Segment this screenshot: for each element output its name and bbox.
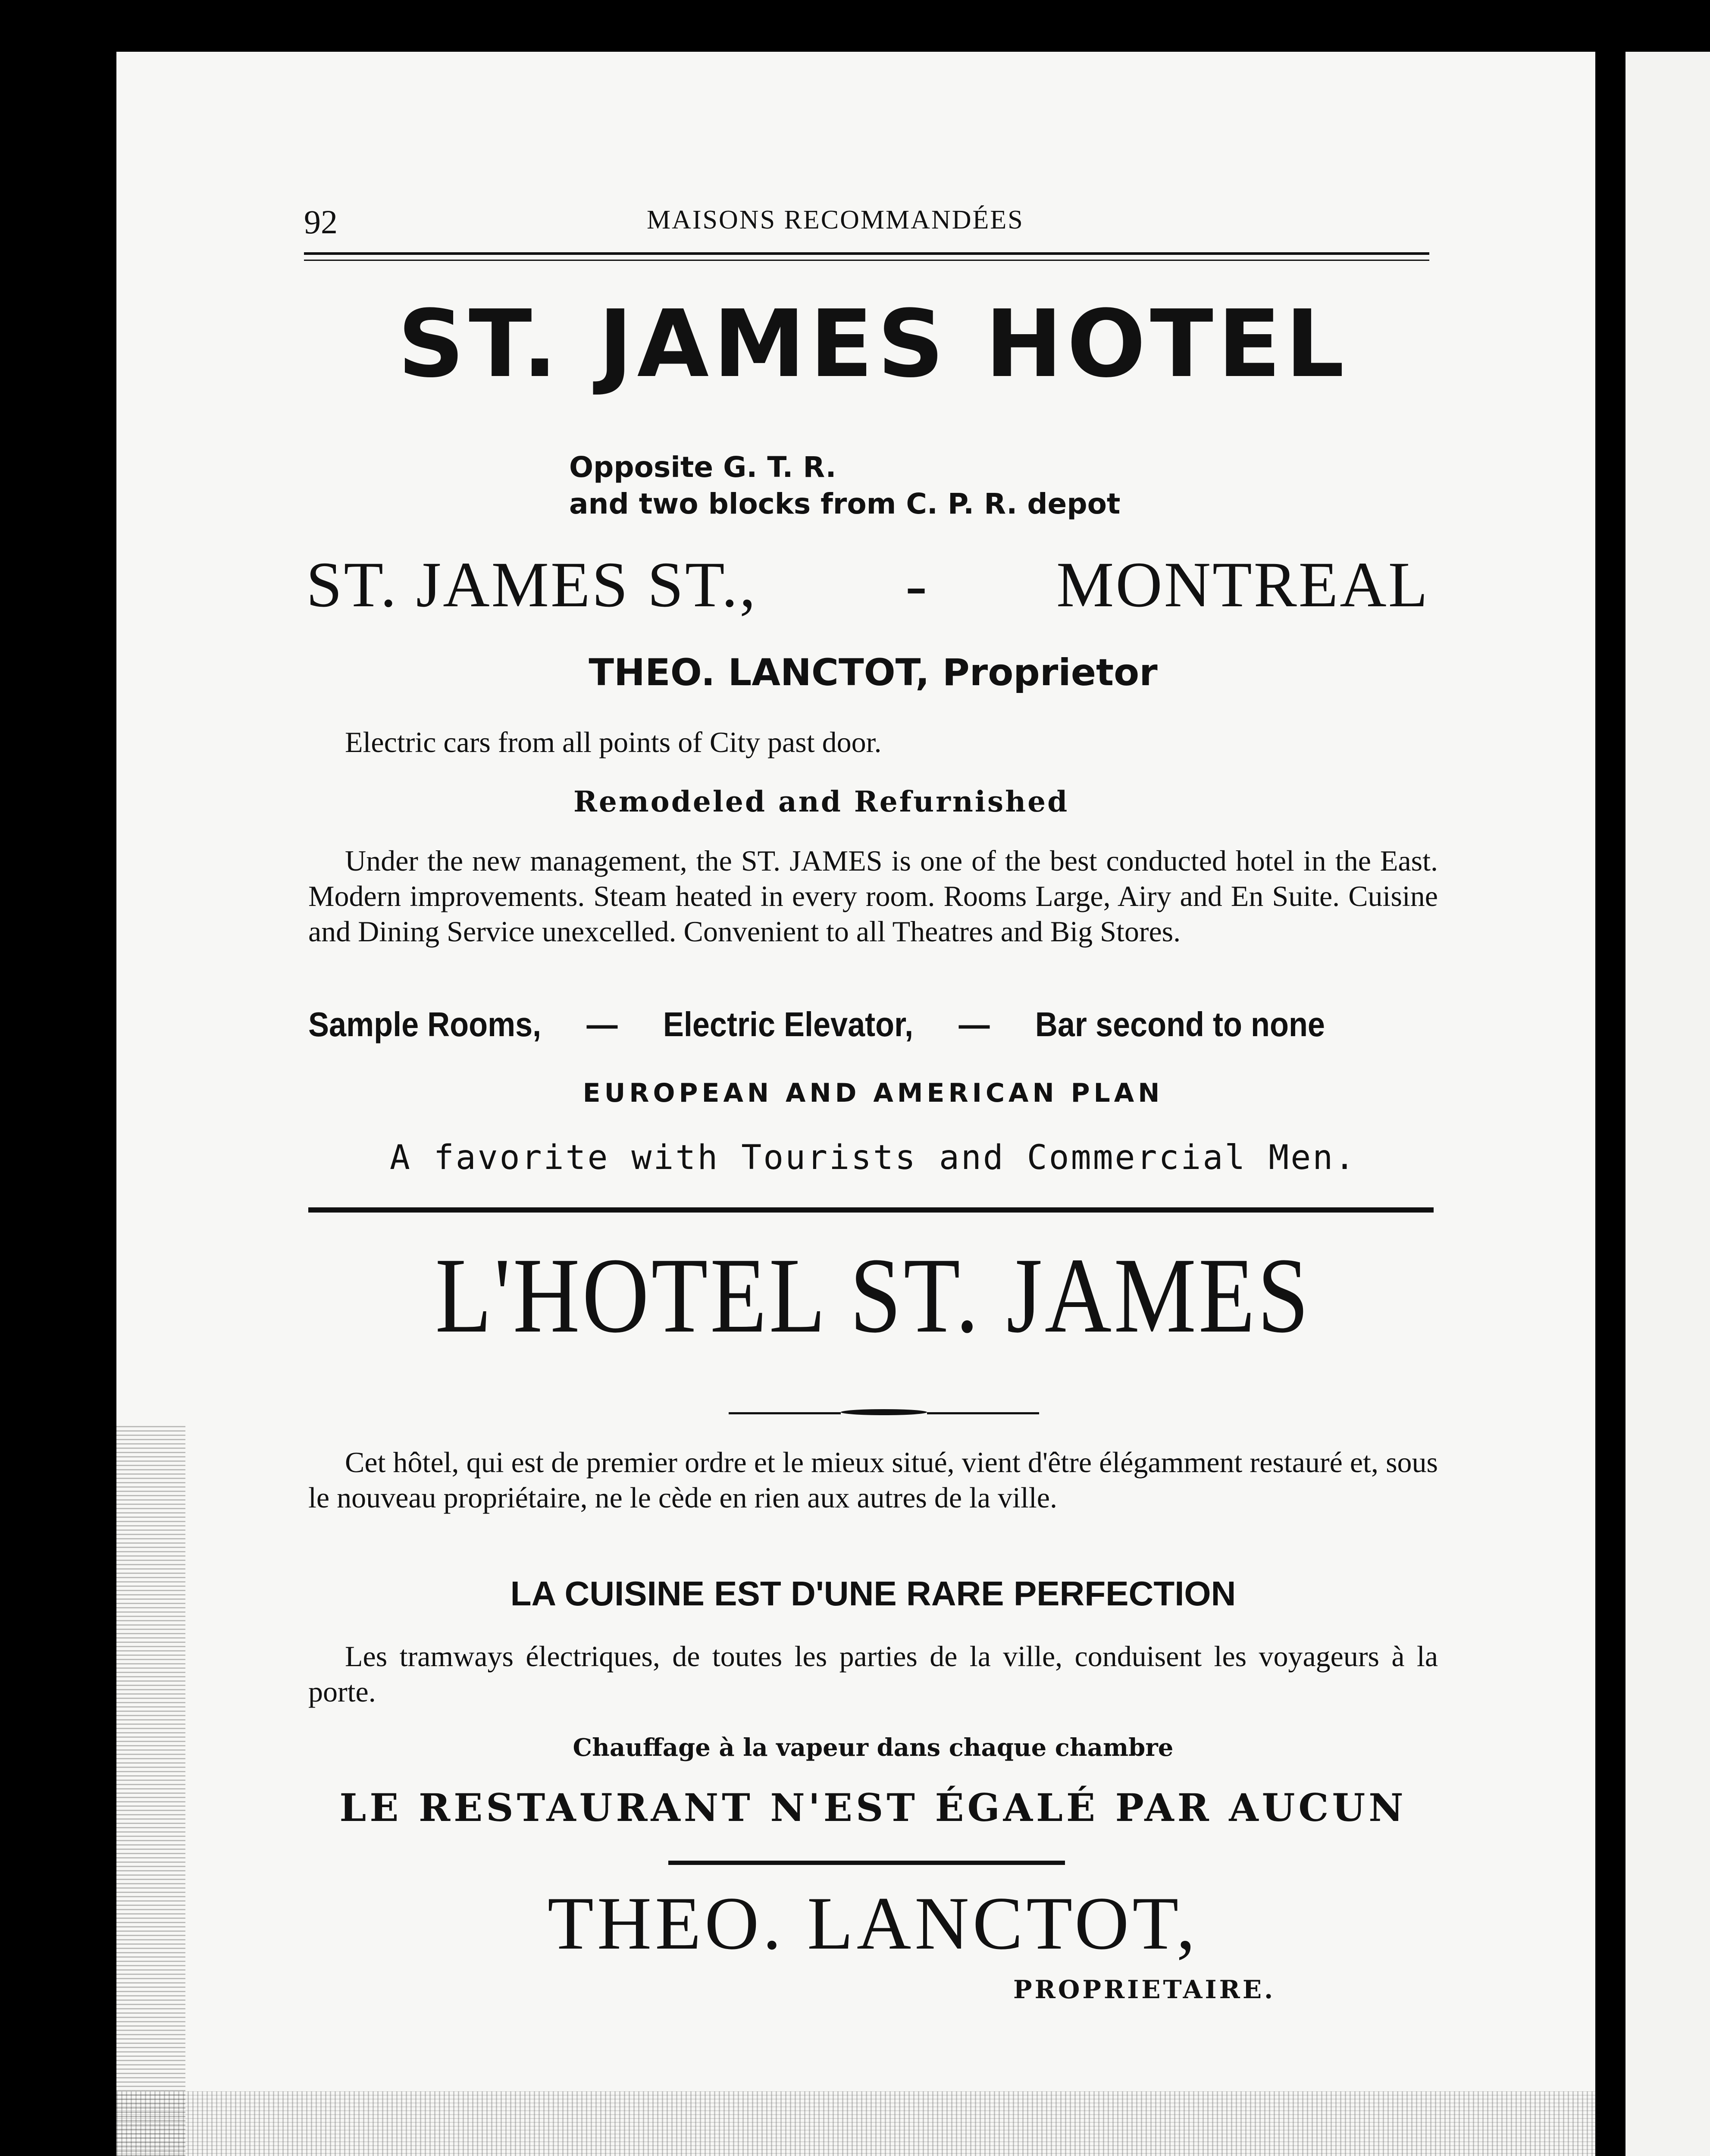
section-divider xyxy=(308,1207,1434,1213)
ornament-rule-left xyxy=(729,1412,841,1414)
signature-name: THEO. LANCTOT, xyxy=(547,1881,1199,1965)
cuisine-line: LA CUISINE EST D'UNE RARE PERFECTION xyxy=(510,1574,1236,1613)
page-number: 92 xyxy=(304,203,338,241)
header-rule-bottom xyxy=(304,260,1429,261)
restaurant-line: LE RESTAURANT N'EST ÉGALÉ PAR AUCUN xyxy=(339,1785,1407,1830)
remodeled-line: Remodeled and Refurnished xyxy=(573,785,1069,818)
feature-dash: — xyxy=(958,1005,990,1044)
french-description: Cet hôtel, qui est de premier ordre et le mieux situé, vient d'être élégamment restauré et, sous le nouveau propriétaire, ne le cède en rien aux autres de la ville. xyxy=(308,1446,1438,1514)
plan-line: EUROPEAN AND AMERICAN PLAN xyxy=(583,1078,1164,1108)
hotel-title-english: ST. JAMES HOTEL xyxy=(398,290,1349,398)
proprietor-line: THEO. LANCTOT, Proprietor xyxy=(589,651,1158,694)
facing-page-edge xyxy=(1625,52,1710,2156)
location-line-1: Opposite G. T. R. xyxy=(569,451,836,484)
heating-line: Chauffage à la vapeur dans chaque chambre xyxy=(573,1733,1174,1762)
management-paragraph: Under the new management, the ST. JAMES is one of the best conducted hotel in the East. Modern improvements. Steam heated in every room. Rooms Large, Airy and En Suite. Cuisine and Dining Service unexcelled. Convenient to all Theatres and Big Stores. xyxy=(308,844,1438,948)
street-address: ST. JAMES ST., xyxy=(306,549,758,620)
location-line-2: and two blocks from C. P. R. depot xyxy=(569,487,1121,520)
city-name: MONTREAL xyxy=(1056,549,1430,620)
header-rule-top xyxy=(304,252,1429,255)
ornament-rule-center xyxy=(841,1409,927,1415)
scan-noise-left xyxy=(116,1423,185,2156)
feature-elevator: Electric Elevator, xyxy=(663,1005,914,1044)
binding-gutter xyxy=(1595,52,1625,2156)
hotel-title-french: L'HOTEL ST. JAMES xyxy=(435,1236,1311,1355)
scan-noise-bottom xyxy=(116,2091,1625,2156)
running-title: MAISONS RECOMMANDÉES xyxy=(647,205,1024,235)
feature-sample-rooms: Sample Rooms, xyxy=(308,1005,542,1044)
tramways-paragraph: Les tramways électriques, de toutes les parties de la ville, conduisent les voyageurs à la porte. xyxy=(308,1640,1438,1708)
features-line xyxy=(308,1005,1325,1044)
signature-title: PROPRIETAIRE. xyxy=(1013,1975,1276,2004)
tagline: A favorite with Tourists and Commercial Men. xyxy=(389,1138,1357,1177)
electric-cars-note: Electric cars from all points of City past door. xyxy=(345,726,882,758)
signature-rule xyxy=(668,1861,1065,1865)
ornament-rule-right xyxy=(927,1412,1039,1414)
feature-dash: — xyxy=(586,1005,618,1044)
address-separator: - xyxy=(905,549,927,620)
feature-bar: Bar second to none xyxy=(1035,1005,1325,1044)
